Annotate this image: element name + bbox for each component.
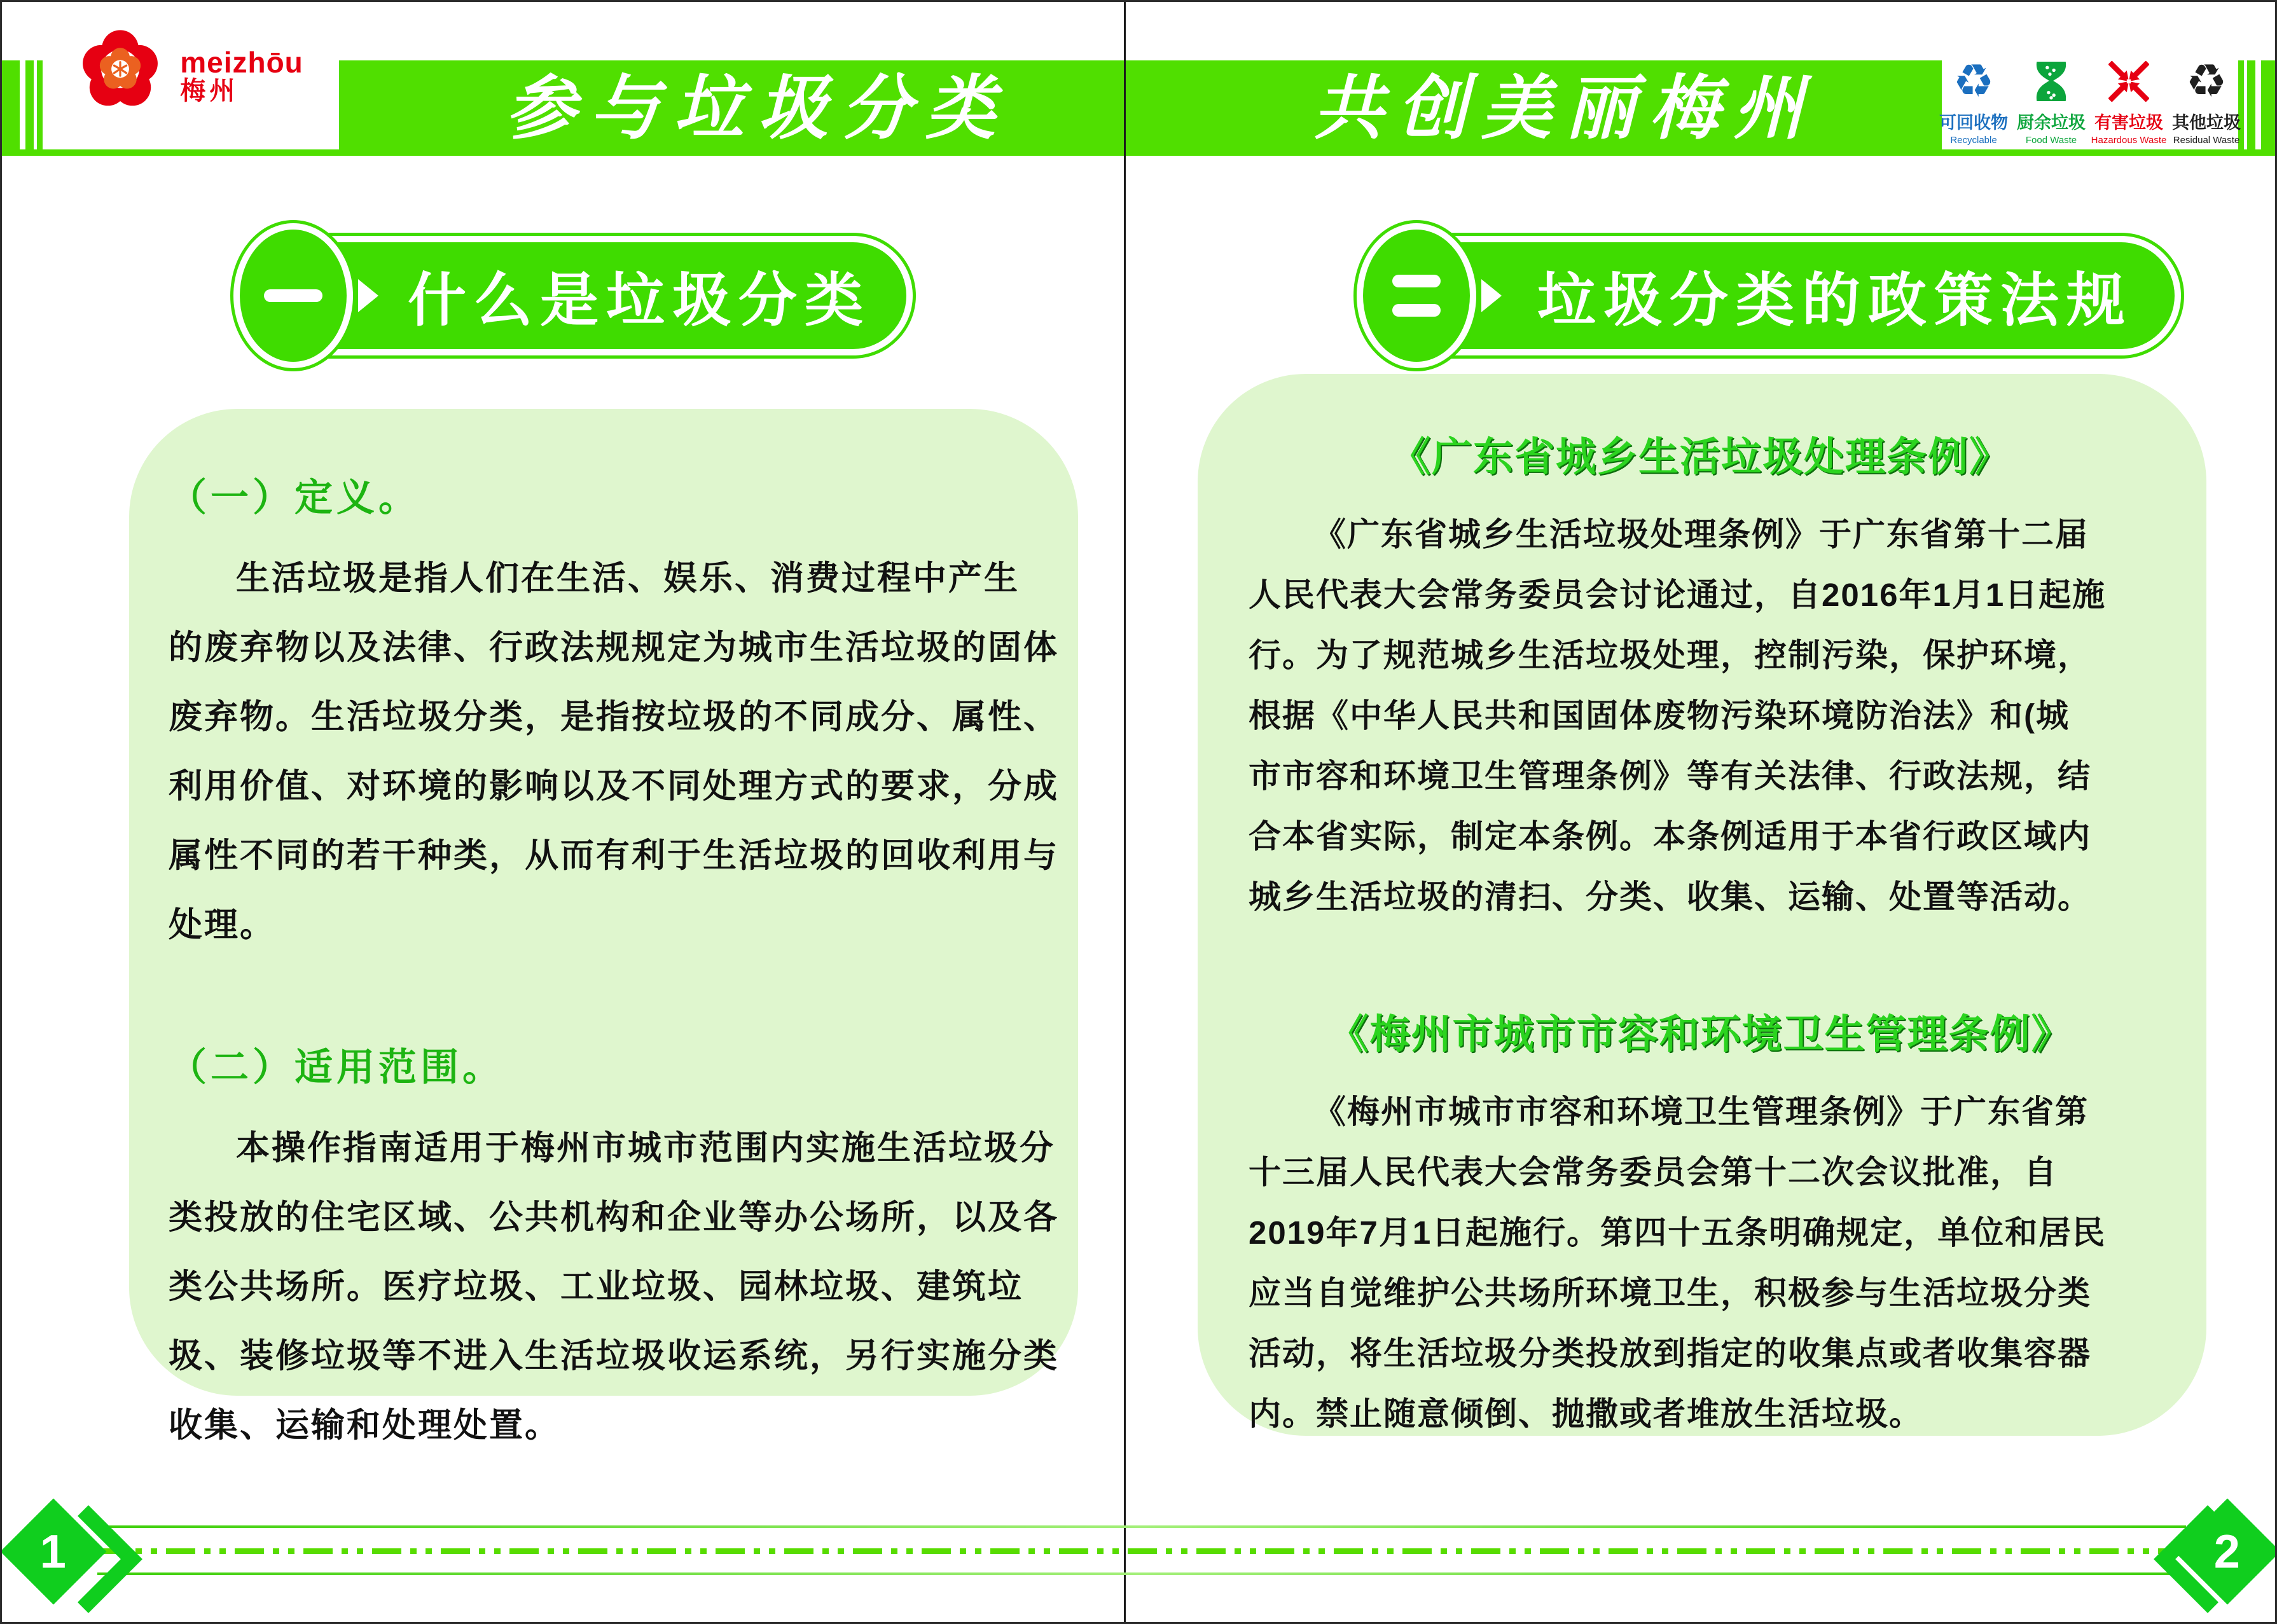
- section-number-one-icon: [240, 230, 347, 362]
- section-header-1: [251, 242, 906, 349]
- text-line: 的废弃物以及法律、行政法规规定为城市生活垃圾的固体: [169, 629, 1059, 666]
- text-line: 活动，将生活垃圾分类投放到指定的收集点或者收集容器: [1249, 1335, 2092, 1372]
- text-line: 行。为了规范城乡生活垃圾处理，控制污染，保护环境，: [1249, 637, 2092, 673]
- pointer-triangle-icon: [358, 279, 378, 312]
- page-number-1: 1: [40, 1525, 67, 1578]
- text-line: 市市容和环境卫生管理条例》等有关法律、行政法规，结: [1249, 758, 2092, 794]
- text-line: 废弃物。生活垃圾分类，是指按垃圾的不同成分、属性、: [169, 698, 1059, 736]
- page-fold-divider: [1124, 2, 1126, 1624]
- banner-slogan-left: 参与垃圾分类: [506, 69, 1009, 148]
- text-line: 《梅州市城市市容和环境卫生管理条例》于广东省第: [1313, 1094, 2089, 1130]
- text-line: 应当自觉维护公共场所环境卫生，积极参与生活垃圾分类: [1249, 1275, 2092, 1311]
- food-waste-icon: [2031, 58, 2071, 105]
- text-line: 类投放的住宅区域、公共机构和企业等办公场所，以及各: [169, 1199, 1059, 1236]
- text-line: 本操作指南适用于梅州市城市范围内实施生活垃圾分: [236, 1129, 1055, 1167]
- edge-stripe-gap: [20, 60, 25, 149]
- edge-stripe-gap: [2244, 60, 2247, 149]
- definition-paragraph: [169, 544, 1059, 960]
- logo-wordmark: [180, 47, 303, 104]
- edge-stripe-gap: [2255, 60, 2261, 149]
- edge-stripe-gap: [34, 60, 37, 149]
- regulation-paragraph-guangdong: [1249, 504, 2152, 927]
- text-line: 十三届人民代表大会常务委员会第十二次会议批准，自: [1249, 1154, 2058, 1190]
- text-line: 合本省实际，制定本条例。本条例适用于本省行政区域内: [1249, 818, 2092, 855]
- regulation-paragraph-meizhou: [1249, 1082, 2152, 1444]
- recyclable-label-en: Recyclable: [1950, 135, 1997, 146]
- scope-paragraph: [169, 1113, 1059, 1460]
- footer-rule-top: [97, 1525, 2186, 1528]
- food-waste-label-en: Food Waste: [2025, 135, 2077, 146]
- legend-item-hazardous-waste: [2091, 58, 2167, 146]
- section-title-left: 什么是垃圾分类: [407, 268, 871, 333]
- text-line: 圾、装修垃圾等不进入生活垃圾收运系统，另行实施分类: [169, 1337, 1059, 1375]
- legend-item-residual-waste: [2173, 58, 2239, 146]
- text-line: 《广东省城乡生活垃圾处理条例》于广东省第十二届: [1313, 516, 2089, 553]
- residual-waste-label-en: Residual Waste: [2173, 135, 2240, 146]
- hazardous-waste-label-zh: 有害垃圾: [2094, 113, 2163, 132]
- text-line: 处理。: [169, 906, 275, 944]
- definition-heading: （一）定义。: [169, 476, 420, 519]
- regulation-title-meizhou: 《梅州市城市市容和环境卫生管理条例》: [1328, 1012, 2073, 1057]
- text-line: 人民代表大会常务委员会讨论通过，自2016年1月1日起施: [1249, 577, 2107, 613]
- logo-latin-text: meizhōu: [180, 45, 303, 79]
- page-number-2: 2: [2214, 1525, 2241, 1578]
- text-line: 收集、运输和处理处置。: [169, 1407, 560, 1444]
- text-line: 内。禁止随意倾倒、抛撒或者堆放生活垃圾。: [1249, 1396, 1923, 1432]
- logo-cjk-text: 梅州: [180, 77, 239, 106]
- logo-area: [43, 2, 339, 149]
- hazardous-waste-label-en: Hazardous Waste: [2091, 135, 2167, 146]
- legend-item-food-waste: [2018, 58, 2084, 146]
- scope-heading: （二）适用范围。: [169, 1046, 504, 1089]
- legend-item-recyclable: [1941, 58, 2007, 146]
- residual-waste-label-zh: 其他垃圾: [2172, 113, 2241, 132]
- header-band: [2, 56, 2277, 156]
- meizhou-plum-blossom-logo-icon: [78, 27, 162, 125]
- right-content-panel: [1198, 374, 2206, 1436]
- banner-slogan-right: 共创美丽梅州: [1313, 69, 1817, 148]
- section-number-two-icon: [1363, 230, 1470, 362]
- recyclable-icon: ♻: [1953, 56, 1995, 107]
- section-title-right: 垃圾分类的政策法规: [1537, 268, 2133, 333]
- regulation-title-guangdong: 《广东省城乡生活垃圾处理条例》: [1390, 435, 2011, 479]
- waste-category-legend: [1939, 2, 2241, 149]
- food-waste-label-zh: 厨余垃圾: [2017, 113, 2086, 132]
- text-line: 属性不同的若干种类，从而有利于生活垃圾的回收利用与: [169, 837, 1059, 874]
- text-line: 2019年7月1日起施行。第四十五条明确规定，单位和居民: [1249, 1215, 2107, 1251]
- text-line: 城乡生活垃圾的清扫、分类、收集、运输、处置等活动。: [1249, 879, 2092, 915]
- text-line: 类公共场所。医疗垃圾、工业垃圾、园林垃圾、建筑垃: [169, 1268, 1023, 1305]
- section-header-2: [1374, 242, 2175, 349]
- footer-rule-bottom: [97, 1572, 2186, 1575]
- left-content-panel: [129, 409, 1078, 1444]
- pointer-triangle-icon: [1481, 279, 1502, 312]
- text-line: 生活垃圾是指人们在生活、娱乐、消费过程中产生: [236, 560, 1020, 597]
- residual-waste-icon: ♻: [2185, 56, 2227, 107]
- text-line: 利用价值、对环境的影响以及不同处理方式的要求，分成: [169, 767, 1059, 805]
- text-line: 根据《中华人民共和国固体废物污染环境防治法》和(城: [1249, 698, 2070, 734]
- hazardous-waste-icon: [2108, 58, 2149, 105]
- recyclable-label-zh: 可回收物: [1939, 113, 2008, 132]
- footer-dash-dot-rule: [97, 1548, 2186, 1554]
